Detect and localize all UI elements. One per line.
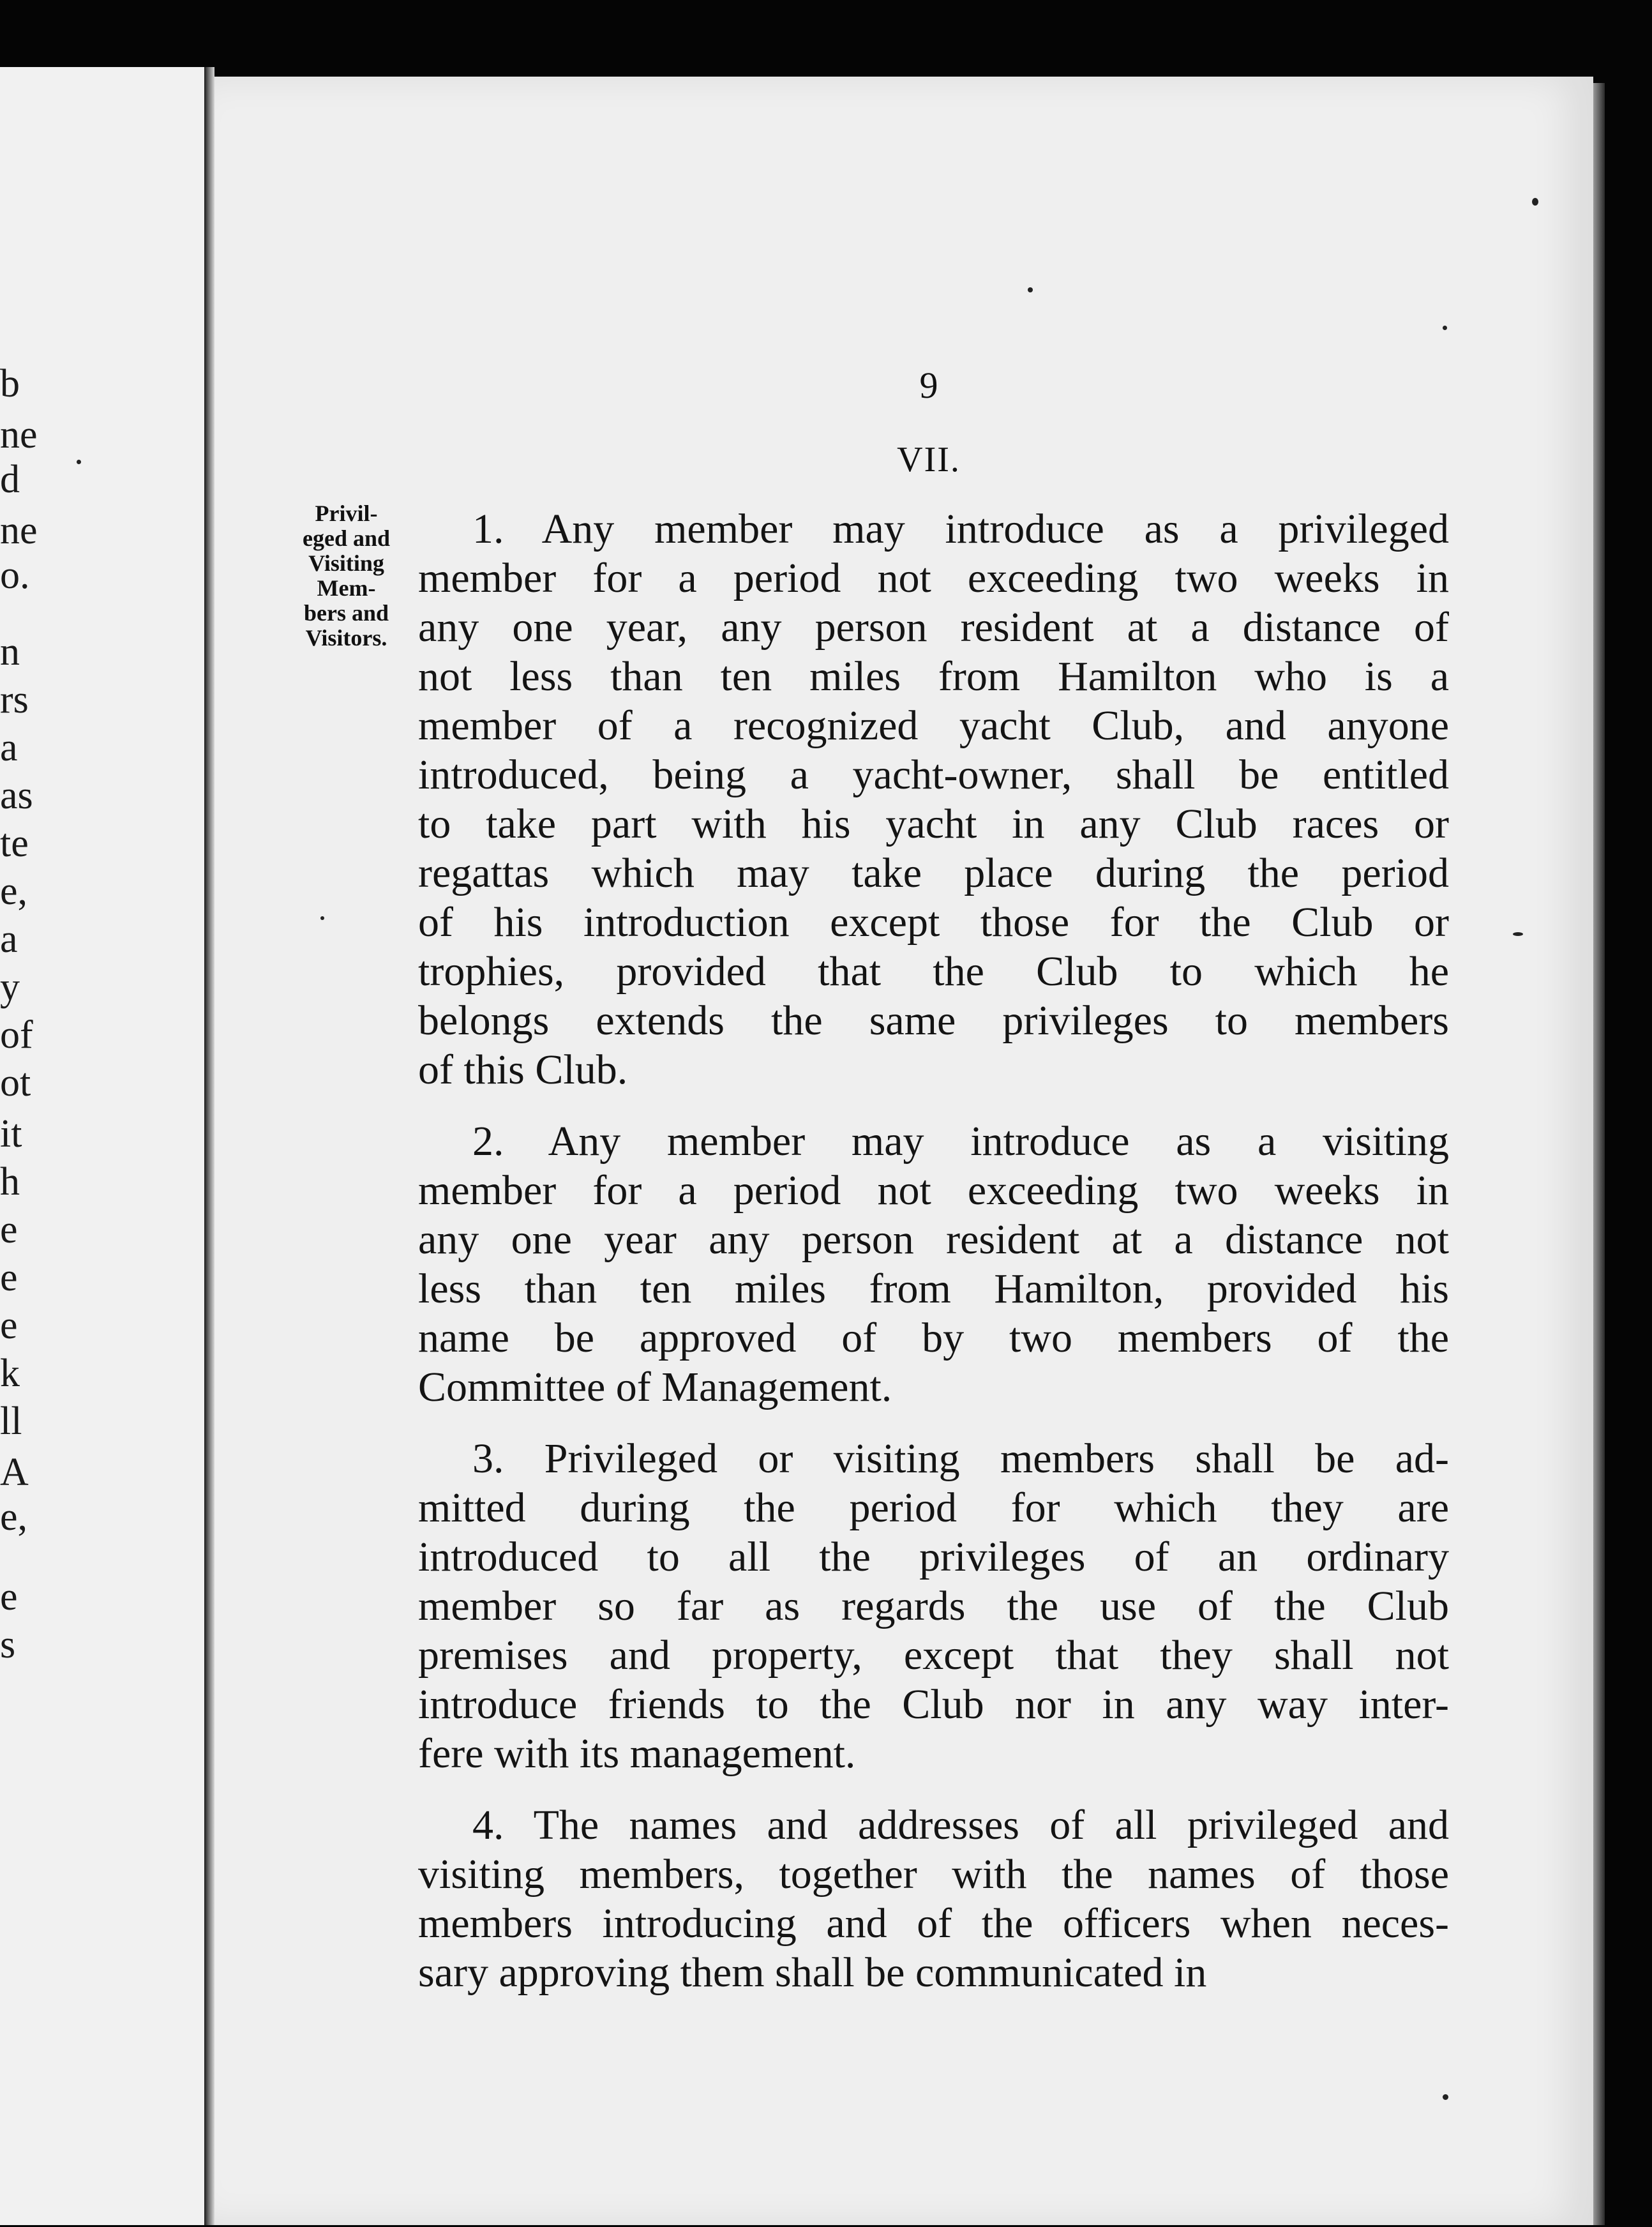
scan-speck [1532,198,1538,206]
left-page-fragment: d [0,458,20,501]
text-line: 3. Privileged or visiting members shall be ad- [472,1435,1449,1482]
left-page-fragment: te [0,822,29,865]
left-page-fragment: e, [0,1495,28,1539]
page-number: 9 [919,365,938,406]
scan-speck [320,916,324,920]
section-heading: VII. [897,440,961,479]
left-page-fragment: A [0,1451,29,1494]
text-line: of this Club. [418,1046,628,1093]
text-line: member for a period not exceeding two weeks in [418,1167,1449,1214]
left-page-fragment: ot [0,1061,31,1105]
left-page-fragment: ne [0,413,38,457]
text-line: premises and property, except that they shall not [418,1632,1449,1679]
text-line: less than ten miles from Hamilton, provided his [418,1265,1449,1312]
margin-note-line: bers and [303,600,389,626]
left-page-fragment: ne [0,509,38,552]
text-line: member for a period not exceeding two weeks in [418,555,1449,601]
margin-note-line: Privil- [315,501,378,526]
left-page-fragment: rs [0,678,29,721]
left-page-fragment: ll [0,1400,22,1443]
scan-speck [1513,932,1523,936]
margin-note-line: Mem- [317,575,376,601]
text-line: any one year, any person resident at a distance of [418,604,1449,651]
left-page-fragment: it [0,1112,22,1156]
margin-note-line: Visiting [308,550,384,576]
text-line: mitted during the period for which they are [418,1484,1449,1531]
scan-speck [1443,326,1447,330]
text-line: 4. The names and addresses of all privileged and [472,1802,1449,1848]
paragraph [418,1800,1449,1997]
text-line: introduce friends to the Club nor in any way inter- [418,1681,1449,1728]
left-page-edge [0,67,207,2225]
text-line: to take part with his yacht in any Club races or [418,801,1449,847]
left-page-fragment: e [0,1256,18,1299]
scan-speck [1028,287,1033,292]
text-line: sary approving them shall be communicated in [418,1949,1207,1996]
scan-speck [77,460,81,464]
text-line: introduced, being a yacht-owner, shall be entitled [418,751,1449,798]
scan-speck [1443,2094,1448,2100]
body-text [418,504,1449,2019]
margin-note [278,501,415,651]
left-page-fragment: y [0,965,20,1009]
book-gutter [204,67,214,2225]
text-line: not less than ten miles from Hamilton who is a [418,653,1449,700]
text-line: 2. Any member may introduce as a visiting [472,1118,1449,1165]
left-page-fragment: h [0,1160,20,1204]
paragraph [418,504,1449,1094]
left-page-fragment: b [0,362,20,405]
text-line: members introducing and of the officers when neces- [418,1900,1449,1947]
left-page-fragment: of [0,1013,33,1057]
text-line: visiting members, together with the names of those [418,1851,1449,1898]
left-page-fragment: a [0,917,18,961]
left-page-fragment: n [0,630,20,674]
text-line: introduced to all the privileges of an ordinary [418,1534,1449,1580]
text-line: fere with its management. [418,1730,856,1777]
text-line: Committee of Management. [418,1364,892,1410]
text-line: name be approved of by two members of the [418,1315,1449,1361]
text-line: regattas which may take place during the period [418,850,1449,896]
left-page-fragment: k [0,1352,20,1395]
left-page-fragment: e [0,1304,18,1347]
left-page-fragment: e, [0,870,28,913]
text-line: 1. Any member may introduce as a privileged [472,506,1449,552]
margin-note-line: Visitors. [305,625,387,651]
text-line: trophies, provided that the Club to which he [418,948,1449,995]
left-page-text-fragments [0,67,204,2225]
left-page-fragment: e [0,1208,18,1251]
text-line: any one year any person resident at a distance not [418,1216,1449,1263]
margin-note-line: eged and [302,525,391,551]
left-page-fragment: as [0,774,33,817]
left-page-fragment: o. [0,554,30,597]
right-page-edge [1593,83,1605,2225]
left-page-fragment: s [0,1623,16,1666]
text-line: belongs extends the same privileges to members [418,997,1449,1044]
paragraph [418,1117,1449,1412]
left-page-fragment: e [0,1575,18,1619]
paragraph [418,1434,1449,1778]
left-page-fragment: a [0,726,18,769]
text-line: member of a recognized yacht Club, and anyone [418,702,1449,749]
text-line: member so far as regards the use of the Club [418,1583,1449,1629]
text-line: of his introduction except those for the Club or [418,899,1449,946]
